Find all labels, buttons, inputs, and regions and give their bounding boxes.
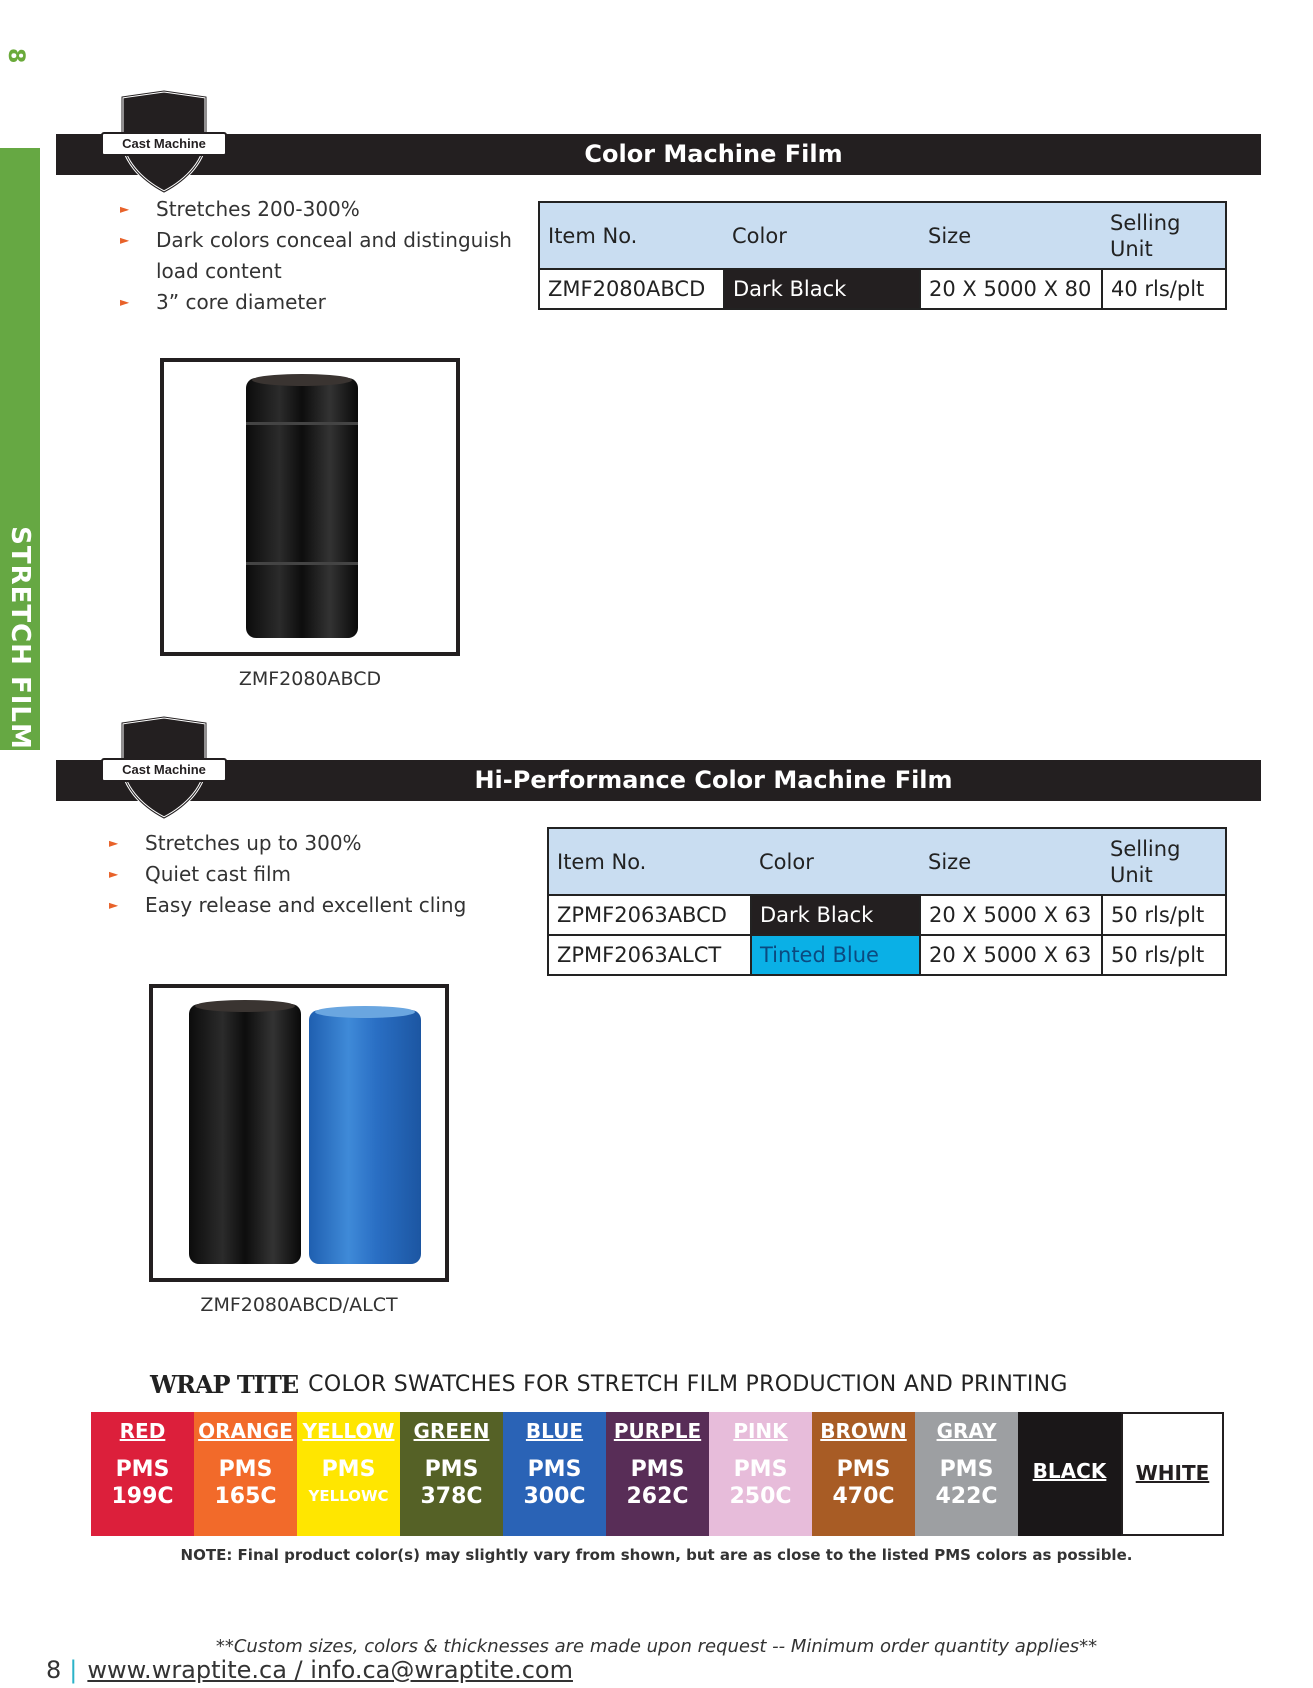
custom-order-note: **Custom sizes, colors & thicknesses are made upon request -- Minimum order quantity applies** — [215, 1636, 1098, 1657]
feature-item: ► Quiet cast film — [109, 859, 529, 890]
bullet-icon: ► — [109, 898, 119, 912]
col-header: Selling Unit — [1102, 202, 1226, 269]
swatch-brown: BROWN PMS 470C — [812, 1412, 915, 1536]
spec-table — [547, 827, 1227, 976]
feature-item: ► Stretches up to 300% — [109, 828, 529, 859]
bullet-icon: ► — [109, 867, 119, 881]
swatch-gray: GRAY PMS 422C — [915, 1412, 1018, 1536]
product-photo — [160, 358, 460, 656]
bullet-icon: ► — [120, 233, 130, 247]
item-cell: ZPMF2063ALCT — [548, 935, 751, 975]
side-tab — [0, 148, 40, 750]
feature-list — [120, 194, 540, 318]
bullet-icon: ► — [109, 836, 119, 850]
swatch-pink: PINK PMS 250C — [709, 1412, 812, 1536]
table-row — [548, 935, 1226, 975]
feature-item: ► Dark colors conceal and distinguish load content — [120, 225, 540, 287]
color-note: NOTE: Final product color(s) may slightly vary from shown, but are as close to the listed PMS colors as possible. — [180, 1546, 1133, 1564]
color-cell: Dark Black — [724, 269, 920, 309]
contact-link[interactable]: www.wraptite.ca / info.ca@wraptite.com — [87, 1656, 573, 1684]
unit-cell: 40 rls/plt — [1102, 269, 1226, 309]
swatch-red: RED PMS 199C — [91, 1412, 194, 1536]
col-header: Item No. — [548, 828, 751, 895]
feature-item: ► 3” core diameter — [120, 287, 540, 318]
col-header: Color — [724, 202, 920, 269]
black-and-blue-film-rolls-image — [153, 988, 445, 1278]
product-photo — [149, 984, 449, 1282]
corner-page-number: 8 — [3, 48, 28, 64]
item-cell: ZMF2080ABCD — [539, 269, 724, 309]
wraptite-logo: WRAP TITE — [150, 1369, 299, 1399]
photo-caption: ZMF2080ABCD/ALCT — [200, 1294, 398, 1316]
unit-cell: 50 rls/plt — [1102, 895, 1226, 935]
unit-cell: 50 rls/plt — [1102, 935, 1226, 975]
feature-list — [109, 828, 529, 921]
badge-label: Cast Machine — [101, 132, 227, 156]
badge-label: Cast Machine — [101, 758, 227, 782]
col-header: Item No. — [539, 202, 724, 269]
size-cell: 20 X 5000 X 63 — [920, 935, 1102, 975]
section-title: Hi-Performance Color Machine Film — [474, 766, 953, 794]
side-tab-label: STRETCH FILM — [5, 526, 35, 750]
table-row — [539, 269, 1226, 309]
size-cell: 20 X 5000 X 63 — [920, 895, 1102, 935]
black-film-roll-image — [164, 362, 456, 652]
section-title-bar — [56, 134, 1261, 175]
color-cell: Dark Black — [751, 895, 920, 935]
col-header: Selling Unit — [1102, 828, 1226, 895]
section-title: Color Machine Film — [584, 140, 843, 168]
bullet-icon: ► — [120, 295, 130, 309]
col-header: Size — [920, 202, 1102, 269]
photo-caption: ZMF2080ABCD — [238, 668, 382, 690]
spec-table — [538, 201, 1227, 310]
cast-machine-badge — [101, 716, 227, 822]
color-swatches — [91, 1412, 1224, 1536]
section-title-bar — [56, 760, 1261, 801]
col-header: Color — [751, 828, 920, 895]
swatch-blue: BLUE PMS 300C — [503, 1412, 606, 1536]
feature-item: ► Easy release and excellent cling — [109, 890, 529, 921]
swatch-heading — [150, 1366, 1068, 1402]
page-footer — [46, 1656, 573, 1684]
cast-machine-badge — [101, 90, 227, 196]
item-cell: ZPMF2063ABCD — [548, 895, 751, 935]
swatch-title: COLOR SWATCHES FOR STRETCH FILM PRODUCTION AND PRINTING — [308, 1371, 1068, 1397]
swatch-white: WHITE — [1121, 1412, 1224, 1536]
feature-item: ► Stretches 200-300% — [120, 194, 540, 225]
page-number: 8 — [46, 1656, 62, 1684]
swatch-yellow: YELLOW PMS YELLOWC — [297, 1412, 400, 1536]
swatch-orange: ORANGE PMS 165C — [194, 1412, 297, 1536]
color-cell: Tinted Blue — [751, 935, 920, 975]
swatch-purple: PURPLE PMS 262C — [606, 1412, 709, 1536]
divider: | — [69, 1656, 78, 1684]
swatch-black: BLACK — [1018, 1412, 1121, 1536]
col-header: Size — [920, 828, 1102, 895]
swatch-green: GREEN PMS 378C — [400, 1412, 503, 1536]
table-row — [548, 895, 1226, 935]
size-cell: 20 X 5000 X 80 — [920, 269, 1102, 309]
bullet-icon: ► — [120, 202, 130, 216]
